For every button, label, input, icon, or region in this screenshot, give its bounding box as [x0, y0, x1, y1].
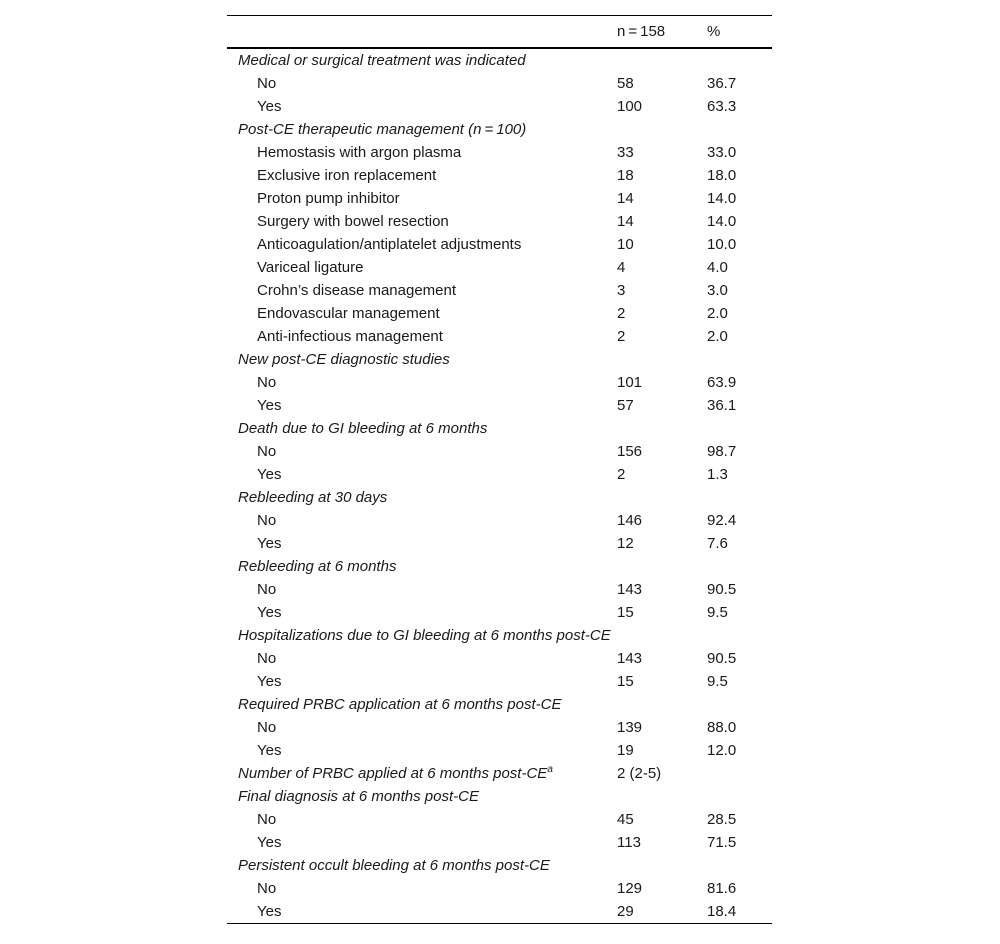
percent-cell: 2.0 [707, 305, 728, 322]
percent-cell: 98.7 [707, 443, 737, 460]
percent-cell: 33.0 [707, 144, 737, 161]
n-cell [617, 693, 707, 716]
n-cell [617, 486, 707, 509]
row-label-text: Hemostasis with argon plasma [257, 144, 462, 161]
section-row [227, 693, 772, 716]
section-row [227, 785, 772, 808]
n-cell: 45 [617, 811, 634, 828]
percent-cell [707, 762, 772, 785]
table-row [227, 670, 772, 693]
row-label [227, 670, 617, 693]
percent-cell: 4.0 [707, 259, 728, 276]
row-label-text: No [257, 581, 277, 598]
n-cell: 129 [617, 880, 643, 897]
row-label-text: New post-CE diagnostic studies [238, 351, 450, 368]
row-label [227, 532, 617, 555]
table-row [227, 141, 772, 164]
row-label-text: No [257, 811, 277, 828]
percent-cell [707, 693, 772, 716]
row-label-text: Yes [257, 98, 282, 115]
percent-cell: 90.5 [707, 581, 737, 598]
n-cell [617, 48, 707, 72]
table-row [227, 440, 772, 463]
table-row [227, 302, 772, 325]
table-row [227, 72, 772, 95]
table-row [227, 463, 772, 486]
row-label [227, 716, 617, 739]
n-cell: 146 [617, 512, 643, 529]
row-label [227, 325, 617, 348]
table-row [227, 808, 772, 831]
row-label [227, 187, 617, 210]
table-row [227, 187, 772, 210]
percent-cell [707, 555, 772, 578]
percent-cell: 18.0 [707, 167, 737, 184]
section-label [227, 486, 617, 509]
section-label [227, 854, 617, 877]
row-label [227, 739, 617, 762]
percent-cell: 2.0 [707, 328, 728, 345]
table-row [227, 371, 772, 394]
row-label [227, 440, 617, 463]
n-cell [617, 624, 707, 647]
row-label-text: Number of PRBC applied at 6 months post-CE [238, 765, 548, 782]
row-label-text: No [257, 880, 277, 897]
row-label [227, 647, 617, 670]
row-label [227, 256, 617, 279]
table-row [227, 831, 772, 854]
header-row [227, 16, 772, 49]
n-cell: 2 [617, 305, 626, 322]
row-label-text: Hospitalizations due to GI bleeding at 6 months post-CE [238, 627, 611, 644]
percent-cell: 81.6 [707, 880, 737, 897]
row-label-text: Yes [257, 903, 282, 920]
percent-cell: 12.0 [707, 742, 737, 759]
n-cell [617, 118, 707, 141]
header-percent: % [707, 16, 772, 49]
row-label [227, 164, 617, 187]
percent-cell [707, 48, 772, 72]
section-label [227, 693, 617, 716]
n-cell: 2 (2-5) [617, 765, 662, 782]
section-row [227, 417, 772, 440]
n-cell [617, 417, 707, 440]
row-label [227, 210, 617, 233]
row-label [227, 900, 617, 924]
n-cell: 12 [617, 535, 634, 552]
table-row [227, 739, 772, 762]
row-label-text: Yes [257, 834, 282, 851]
row-label-text: Rebleeding at 6 months [238, 558, 397, 575]
footnote-marker: a [547, 764, 553, 775]
row-label-text: Rebleeding at 30 days [238, 489, 388, 506]
header-label [227, 16, 617, 49]
table-header [227, 16, 772, 49]
n-cell: 10 [617, 236, 634, 253]
n-cell: 15 [617, 604, 634, 621]
n-cell: 57 [617, 397, 634, 414]
row-label-text: Yes [257, 604, 282, 621]
row-label-text: Variceal ligature [257, 259, 364, 276]
percent-cell [707, 624, 772, 647]
percent-cell: 71.5 [707, 834, 737, 851]
row-label-text: Anticoagulation/antiplatelet adjustments [257, 236, 522, 253]
row-label-text: Yes [257, 466, 282, 483]
n-cell: 33 [617, 144, 634, 161]
table-row [227, 716, 772, 739]
row-label [227, 578, 617, 601]
row-label-text: Crohn’s disease management [257, 282, 457, 299]
table-row [227, 279, 772, 302]
table-row [227, 164, 772, 187]
table-row [227, 256, 772, 279]
n-cell: 19 [617, 742, 634, 759]
row-label [227, 808, 617, 831]
row-label [227, 279, 617, 302]
n-cell: 15 [617, 673, 634, 690]
row-label-text: No [257, 512, 277, 529]
row-label-text: Final diagnosis at 6 months post-CE [238, 788, 479, 805]
percent-cell: 63.3 [707, 98, 737, 115]
n-cell: 29 [617, 900, 707, 924]
percent-cell: 1.3 [707, 466, 728, 483]
row-label-text: Exclusive iron replacement [257, 167, 437, 184]
percent-cell [707, 118, 772, 141]
n-cell: 101 [617, 374, 643, 391]
table-row [227, 95, 772, 118]
row-label-text: Yes [257, 742, 282, 759]
row-label [227, 72, 617, 95]
section-label [227, 785, 617, 808]
section-label [227, 762, 617, 785]
row-label [227, 877, 617, 900]
n-cell: 113 [617, 834, 641, 851]
n-cell: 4 [617, 259, 626, 276]
table-body [227, 48, 772, 924]
header-n: n = 158 [617, 16, 707, 49]
section-row [227, 624, 772, 647]
n-cell: 3 [617, 282, 626, 299]
percent-cell: 7.6 [707, 535, 728, 552]
section-row [227, 854, 772, 877]
percent-cell: 88.0 [707, 719, 737, 736]
row-label-text: Required PRBC application at 6 months post-CE [238, 696, 562, 713]
section-label [227, 624, 617, 647]
row-label-text: Medical or surgical treatment was indicated [238, 52, 526, 69]
section-row [227, 555, 772, 578]
section-row [227, 118, 772, 141]
n-cell: 14 [617, 213, 634, 230]
n-cell: 139 [617, 719, 643, 736]
table-row [227, 210, 772, 233]
table-row [227, 394, 772, 417]
table-row [227, 509, 772, 532]
section-label [227, 118, 617, 141]
row-label-text: Proton pump inhibitor [257, 190, 400, 207]
row-label [227, 141, 617, 164]
percent-cell: 9.5 [707, 604, 728, 621]
percent-cell: 9.5 [707, 673, 728, 690]
percent-cell: 63.9 [707, 374, 737, 391]
row-label [227, 302, 617, 325]
table-row [227, 900, 772, 924]
section-label [227, 348, 617, 371]
outcomes-table-container [227, 15, 772, 924]
percent-cell: 28.5 [707, 811, 737, 828]
row-label-text: Yes [257, 535, 282, 552]
percent-cell: 10.0 [707, 236, 737, 253]
percent-cell: 14.0 [707, 213, 737, 230]
section-label [227, 417, 617, 440]
table-row [227, 325, 772, 348]
row-label-text: No [257, 443, 277, 460]
row-label [227, 233, 617, 256]
row-label-text: No [257, 374, 277, 391]
row-label [227, 601, 617, 624]
percent-cell: 3.0 [707, 282, 728, 299]
percent-cell: 90.5 [707, 650, 737, 667]
section-label [227, 48, 617, 72]
percent-cell: 92.4 [707, 512, 737, 529]
percent-cell: 14.0 [707, 190, 737, 207]
percent-cell [707, 348, 772, 371]
percent-cell [707, 486, 772, 509]
row-label-text: No [257, 75, 277, 92]
n-cell [617, 555, 707, 578]
percent-cell [707, 785, 772, 808]
percent-cell [707, 417, 772, 440]
row-label [227, 95, 617, 118]
table-row [227, 532, 772, 555]
row-label-text: Death due to GI bleeding at 6 months [238, 420, 488, 437]
percent-cell [707, 854, 772, 877]
row-label-text: Post-CE therapeutic management (n = 100) [238, 121, 527, 138]
n-cell: 2 [617, 328, 626, 345]
n-cell: 156 [617, 443, 643, 460]
row-label [227, 371, 617, 394]
row-label-text: Persistent occult bleeding at 6 months post-CE [238, 857, 550, 874]
row-label-text: Endovascular management [257, 305, 440, 322]
row-label-text: Yes [257, 397, 282, 414]
row-label-text: Yes [257, 673, 282, 690]
row-label-text: Anti-infectious management [257, 328, 443, 345]
section-row [227, 348, 772, 371]
n-cell: 14 [617, 190, 634, 207]
table-row [227, 601, 772, 624]
n-cell: 2 [617, 466, 626, 483]
n-cell [617, 348, 707, 371]
n-cell: 100 [617, 98, 643, 115]
row-label-text: No [257, 719, 277, 736]
row-label [227, 509, 617, 532]
n-cell: 143 [617, 650, 643, 667]
section-row [227, 48, 772, 72]
percent-cell: 36.1 [707, 397, 737, 414]
outcomes-table [227, 15, 772, 924]
section-label [227, 555, 617, 578]
percent-cell: 18.4 [707, 900, 772, 924]
n-cell [617, 854, 707, 877]
n-cell: 143 [617, 581, 643, 598]
n-cell: 58 [617, 75, 634, 92]
row-label [227, 394, 617, 417]
row-label [227, 831, 617, 854]
table-row [227, 233, 772, 256]
section-row [227, 762, 772, 785]
table-row [227, 877, 772, 900]
table-row [227, 647, 772, 670]
percent-cell: 36.7 [707, 75, 737, 92]
section-row [227, 486, 772, 509]
n-cell [617, 785, 707, 808]
n-cell: 18 [617, 167, 634, 184]
table-row [227, 578, 772, 601]
row-label-text: No [257, 650, 277, 667]
row-label-text: Surgery with bowel resection [257, 213, 449, 230]
row-label [227, 463, 617, 486]
